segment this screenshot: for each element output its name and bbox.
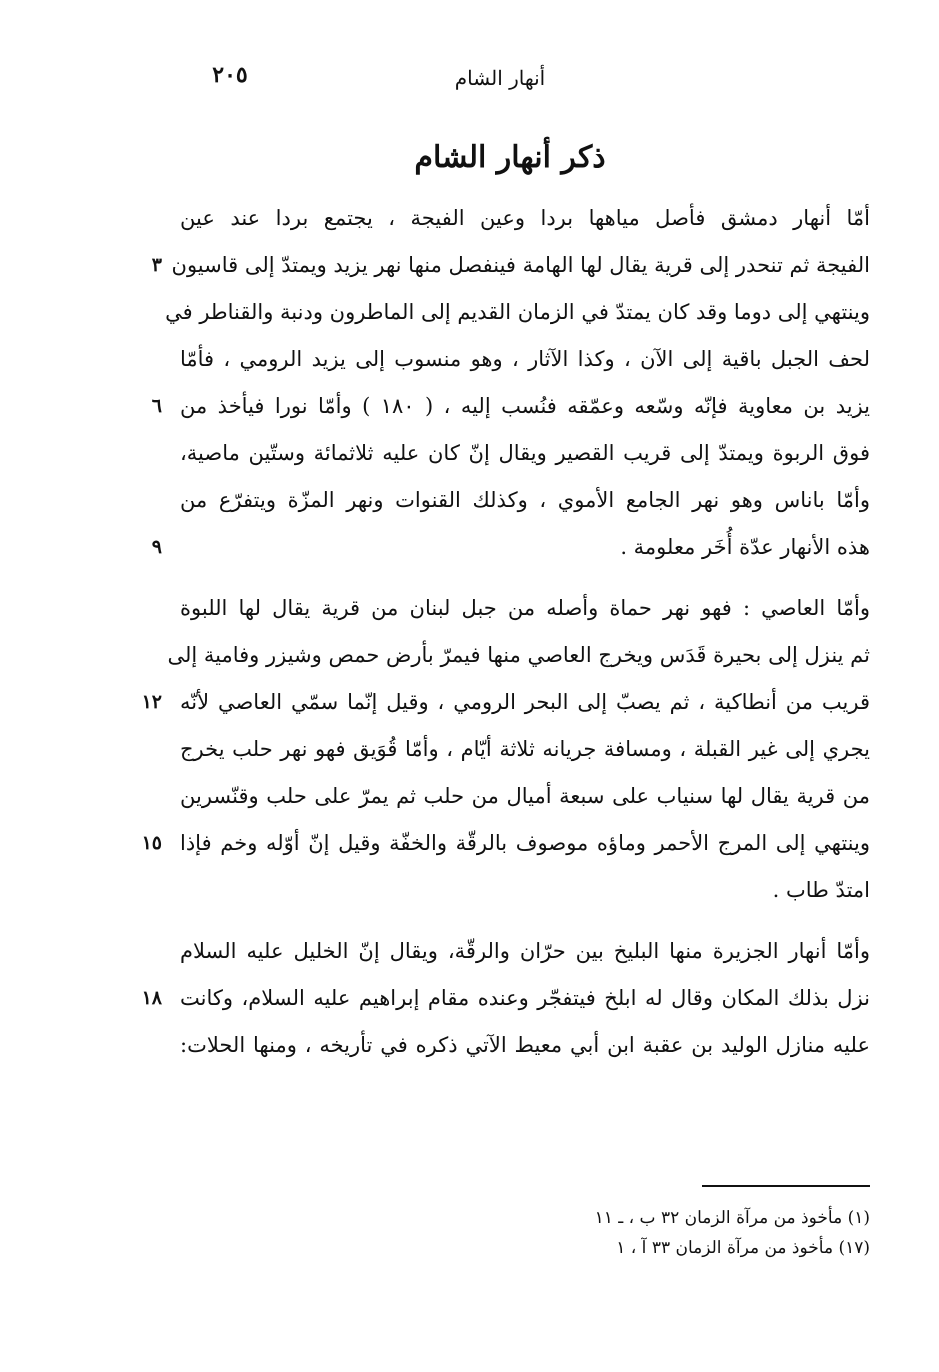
text-line-7: وأمّا باناس وهو نهر الجامع الأموي ، وكذلك القنوات ونهر المزّة ويتفرّع من: [180, 488, 870, 512]
text-line-13: من قرية يقال لها سنياب على سبعة أميال من حلب ثم يمرّ على حلب وقنّسرين: [180, 784, 870, 808]
text-line-6: فوق الربوة ويمتدّ إلى قريب القصير ويقال إنّ كان عليه ثلاثمائة وستّين ماصية،: [180, 441, 870, 465]
text-line-8: [151, 524, 870, 571]
text-line-12: يجري إلى غير القبلة ، ومسافة جريانه ثلاثة أيّام ، وأمّا قُوَيق فهو نهر حلب يخرج: [180, 737, 870, 761]
footnotes: [470, 1203, 870, 1263]
text-line-14-content: وينتهي إلى المرج الأحمر وماؤه موصوف بالرقّة والخفّة وقيل إنّ أوّله وخم فإذا: [180, 831, 870, 855]
text-line-5: [151, 383, 870, 430]
text-line-18: عليه منازل الوليد بن عقبة ابن أبي معيط الآتي ذكره في تأريخه ، ومنها الحلات:: [180, 1033, 870, 1057]
text-line-11: [141, 679, 870, 726]
line-number-15: ١٥: [141, 832, 162, 854]
footnote-1: (١) مأخوذ من مرآة الزمان ٣٢ ب ، ـ ١١: [594, 1208, 870, 1228]
text-line-9: وأمّا العاصي : فهو نهر حماة وأصله من جبل لبنان من قرية يقال لها اللبوة: [180, 596, 870, 620]
text-line-2-content: الفيجة ثم تنحدر إلى قرية يقال لها الهامة فينفصل منها نهر يزيد ويمتدّ إلى قاسيون: [171, 253, 870, 277]
text-line-17-content: نزل بذلك المكان وقال له ابلخ فيتفجّر وعنده مقام إبراهيم عليه السلام، وكانت: [180, 986, 870, 1010]
text-line-8-content: هذه الأنهار عدّة أُخَر معلومة .: [620, 535, 870, 559]
text-line-14: [141, 820, 870, 867]
running-title: أنهار الشام: [454, 66, 546, 90]
text-line-16: وأمّا أنهار الجزيرة منها البليخ بين حرّان والرقّة، ويقال إنّ الخليل عليه السلام: [180, 939, 870, 963]
text-line-5-content: يزيد بن معاوية فإنّه وسّعه وعمّقه فنُسب إليه ، ( ١٨٠ ) وأمّا نورا فيأخذ من: [180, 394, 870, 418]
line-number-12: ١٢: [141, 691, 162, 713]
line-number-3: ٣: [151, 254, 162, 276]
page-number: ٢٠٥: [212, 62, 248, 88]
text-line-3: وينتهي إلى دوما وقد كان يمتدّ في الزمان القديم إلى الماطرون ودنبة والقناطر في: [165, 300, 870, 324]
text-line-15: امتدّ طاب .: [772, 878, 870, 902]
text-line-10: ثم ينزل إلى بحيرة قَدَس ويخرج العاصي منها فيمرّ بأرض حمص وشيزر وفامية إلى: [167, 643, 870, 667]
line-number-9: ٩: [151, 536, 162, 558]
body-text: [141, 195, 870, 1069]
line-number-18: ١٨: [141, 987, 162, 1009]
section-title: ذكر أنهار الشام: [414, 140, 606, 175]
line-number-6: ٦: [151, 395, 162, 417]
footnote-divider: [702, 1185, 870, 1187]
text-line-11-content: قريب من أنطاكية ، ثم يصبّ إلى البحر الرومي ، وقيل إنّما سمّي العاصي لأنّه: [180, 690, 870, 714]
text-line-1: أمّا أنهار دمشق فأصل مياهها بردا وعين الفيجة ، يجتمع بردا عند عين: [180, 206, 870, 230]
text-line-2: [151, 242, 870, 289]
text-line-4: لحف الجبل باقية إلى الآن ، وكذا الآثار ، وهو منسوب إلى يزيد الرومي ، فأمّا: [180, 347, 870, 371]
text-line-17: [141, 975, 870, 1022]
footnote-2: (١٧) مأخوذ من مرآة الزمان ٣٣ آ ، ١: [616, 1238, 870, 1258]
